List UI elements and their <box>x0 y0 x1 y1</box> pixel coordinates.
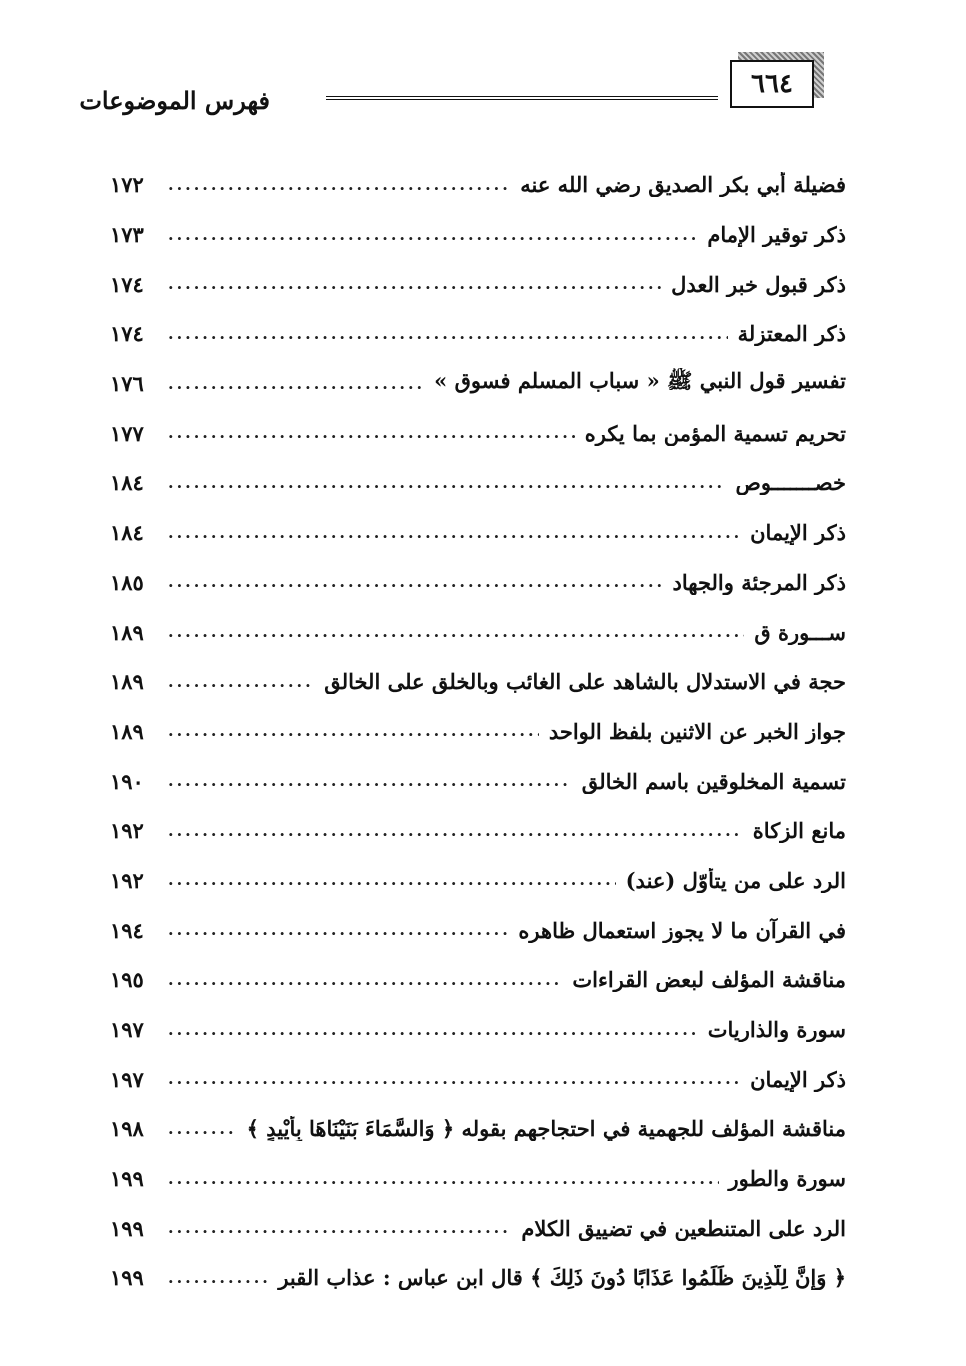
leader-dots <box>168 323 728 345</box>
toc-entry-page: ١٩٧ <box>110 1017 144 1043</box>
toc-entry-page: ١٨٤ <box>110 520 144 546</box>
toc-entry-page: ١٨٤ <box>110 470 144 496</box>
toc-entry-title: الرد على من يتأوّل (عند) <box>625 867 846 893</box>
leader-dots <box>168 1217 511 1239</box>
toc-entry-page: ١٩٨ <box>110 1116 144 1142</box>
toc-entry <box>110 806 846 856</box>
toc-entry-title: ذكر توقير الإمام <box>707 222 846 248</box>
toc-entry-page: ١٩٠ <box>110 768 144 794</box>
toc-entry-title: ســـورة ق <box>754 619 846 645</box>
toc-entry-page: ١٧٧ <box>110 420 144 446</box>
toc-entry-title: مانع الزكاة <box>752 818 846 844</box>
header-rule <box>326 96 718 100</box>
toc-entry-title: حجة في الاستدلال بالشاهد على الغائب وبالخلق على الخالق <box>324 669 846 695</box>
toc-entry <box>110 1104 846 1154</box>
toc-entry <box>110 905 846 955</box>
toc-entry-title: خصـــــــوص <box>735 470 846 496</box>
toc-entry <box>110 657 846 707</box>
leader-dots <box>168 224 697 246</box>
toc-entry-title: ذكر قبول خبر العدل <box>671 271 846 297</box>
toc-entry-title: تسمية المخلوقين باسم الخالق <box>581 768 846 794</box>
toc-entry-title: جواز الخبر عن الاثنين بلفظ الواحد <box>548 718 846 744</box>
toc-entry-title: ذكر المرجئة والجهاد <box>672 569 846 595</box>
leader-dots <box>168 273 661 295</box>
toc-entry <box>110 160 846 210</box>
toc-entry-page: ١٨٩ <box>110 718 144 744</box>
toc-entry-page: ١٩٤ <box>110 917 144 943</box>
toc-entry <box>110 707 846 757</box>
toc-entry-page: ١٩٧ <box>110 1066 144 1092</box>
leader-dots <box>168 671 314 693</box>
toc-entry <box>110 558 846 608</box>
leader-dots <box>168 174 510 196</box>
toc-entry <box>110 1253 846 1303</box>
leader-dots <box>168 969 562 991</box>
toc-entry <box>110 408 846 458</box>
toc-entry-page: ١٧٤ <box>110 271 144 297</box>
toc-entry <box>110 856 846 906</box>
toc-entry <box>110 309 846 359</box>
toc-entry-page: ١٨٩ <box>110 669 144 695</box>
leader-dots <box>168 1068 740 1090</box>
toc-entry-page: ١٧٢ <box>110 172 144 198</box>
toc-entry-page: ١٩٢ <box>110 818 144 844</box>
toc-entry-title: ذكر الإيمان <box>750 520 846 546</box>
toc-entry-title: سورة والذاريات <box>707 1017 846 1043</box>
toc-entry-title: في القرآن ما لا يجوز استعمال ظاهره <box>518 917 846 943</box>
toc-entry <box>110 1054 846 1104</box>
toc-entry-title: تفسير قول النبي ﷺ « سباب المسلم فسوق » <box>434 368 846 394</box>
toc-entry-title: فضيلة أبي بكر الصديق رضي الله عنه <box>520 172 846 198</box>
leader-dots <box>168 1019 698 1041</box>
toc-entry <box>110 458 846 508</box>
leader-dots <box>168 571 663 593</box>
leader-dots <box>168 820 743 842</box>
toc-entry-page: ١٧٦ <box>110 371 144 397</box>
toc-entry-title: الرد على المتنطعين في تضييق الكلام <box>521 1215 846 1241</box>
toc-entry <box>110 508 846 558</box>
toc-entry-page: ١٩٩ <box>110 1166 144 1192</box>
leader-dots <box>168 869 616 891</box>
toc-entry-title: مناقشة المؤلف للجهمية في احتجاجهم بقوله ﴿ وَالسَّمَاءَ بَنَيْنَاهَا بِأَيْيدٍ ﴾ <box>246 1116 846 1142</box>
toc-entry-title: ذكر الإيمان <box>750 1066 846 1092</box>
toc-entry-page: ١٩٢ <box>110 867 144 893</box>
toc-entry-page: ١٩٥ <box>110 967 144 993</box>
toc-entry <box>110 259 846 309</box>
toc-entry-page: ١٩٩ <box>110 1265 144 1291</box>
toc-entry-title: ذكر المعتزلة <box>737 321 846 347</box>
toc-entry-title: تحريم تسمية المؤمن بما يكره <box>584 420 846 446</box>
toc-entry-page: ١٩٩ <box>110 1215 144 1241</box>
toc-entry-page: ١٨٩ <box>110 619 144 645</box>
toc-entry-page: ١٧٣ <box>110 222 144 248</box>
toc-entry <box>110 756 846 806</box>
toc-entry-page: ١٨٥ <box>110 569 144 595</box>
toc-entry <box>110 1005 846 1055</box>
page-number: ٦٦٤ <box>751 69 793 99</box>
leader-dots <box>168 720 539 742</box>
leader-dots <box>168 919 508 941</box>
page-number-box <box>730 60 814 108</box>
running-header-title: فهرس الموضوعات <box>79 86 270 115</box>
leader-dots <box>168 1118 237 1140</box>
toc-entry-title: سورة والطور <box>728 1166 846 1192</box>
leader-dots <box>168 1267 268 1289</box>
toc-entry <box>110 955 846 1005</box>
leader-dots <box>168 621 744 643</box>
toc-entry <box>110 1203 846 1253</box>
leader-dots <box>168 522 740 544</box>
toc-entry <box>110 359 846 409</box>
leader-dots <box>168 1168 719 1190</box>
toc-entry <box>110 1154 846 1204</box>
leader-dots <box>168 770 572 792</box>
toc-entry-title: ﴿ وَإِنَّ لِلَّذِينَ ظَلَمُوا عَذَابًا دُونَ ذَلِكَ ﴾ قال ابن عباس : عذاب القبر <box>278 1265 846 1291</box>
toc-entry <box>110 607 846 657</box>
leader-dots <box>168 472 726 494</box>
toc-entry-title: مناقشة المؤلف لبعض القراءات <box>572 967 846 993</box>
toc-entry <box>110 210 846 260</box>
leader-dots <box>168 373 424 395</box>
toc-list <box>110 160 846 1303</box>
leader-dots <box>168 422 575 444</box>
toc-entry-page: ١٧٤ <box>110 321 144 347</box>
